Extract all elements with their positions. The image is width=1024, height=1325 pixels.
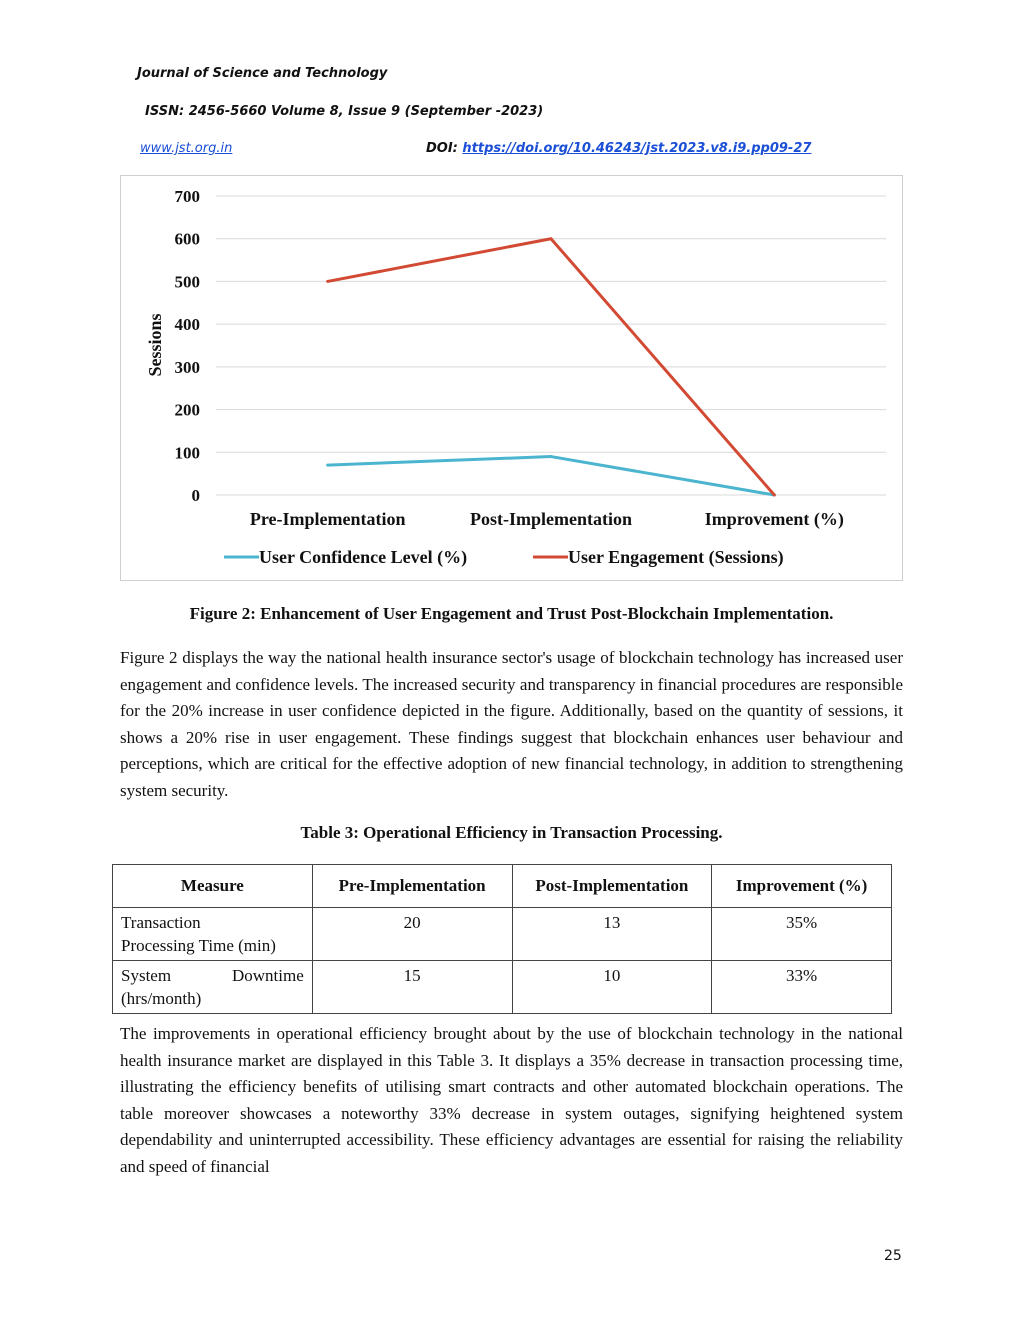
y-axis-label: Sessions [145, 313, 165, 377]
table-cell: 20 [312, 908, 512, 961]
measure-line: Transaction [121, 913, 201, 932]
table-header-cell: Pre-Implementation [312, 865, 512, 908]
data-point [326, 280, 329, 283]
data-point [773, 494, 776, 497]
y-tick-label: 300 [174, 357, 200, 377]
data-point [550, 455, 553, 458]
journal-url-link[interactable]: www.jst.org.in [140, 141, 233, 156]
series-line [328, 457, 775, 495]
table-cell-measure [113, 908, 313, 961]
x-tick-label: Improvement (%) [704, 509, 844, 529]
legend-label: User Confidence Level (%) [259, 547, 468, 567]
figure-2-chart [120, 175, 903, 581]
x-tick-label: Pre-Implementation [249, 509, 406, 529]
table-header-cell: Post-Implementation [512, 865, 712, 908]
measure-line [121, 964, 304, 987]
legend-label: User Engagement (Sessions) [568, 547, 784, 567]
y-tick-label: 200 [174, 400, 200, 420]
table-header-cell: Measure [113, 865, 313, 908]
page-number: 25 [884, 1248, 902, 1264]
y-tick-label: 600 [174, 229, 200, 249]
doi-label: DOI: [426, 141, 463, 156]
table-row [113, 908, 892, 961]
table-cell: 33% [712, 961, 892, 1014]
y-tick-label: 700 [174, 187, 200, 206]
measure-line: Processing Time (min) [121, 936, 276, 955]
measure-word: Downtime [232, 966, 304, 985]
x-tick-label: Post-Implementation [470, 509, 632, 529]
y-tick-label: 400 [174, 315, 200, 335]
y-tick-label: 500 [174, 272, 200, 292]
data-point [326, 464, 329, 467]
doi-line [426, 141, 811, 156]
measure-word: System [121, 966, 172, 985]
table-cell-measure [113, 961, 313, 1014]
table-header-cell: Improvement (%) [712, 865, 892, 908]
table-row [113, 961, 892, 1014]
y-tick-label: 0 [191, 486, 200, 505]
y-tick-label: 100 [174, 443, 200, 463]
table-cell: 10 [512, 961, 712, 1014]
journal-title: Journal of Science and Technology [137, 66, 388, 81]
table-header-row [113, 865, 892, 908]
issn-line: ISSN: 2456-5660 Volume 8, Issue 9 (September -2023) [145, 104, 544, 119]
data-point [550, 237, 553, 240]
body-paragraph-1: Figure 2 displays the way the national health insurance sector's usage of blockchain technology has increased user engagement and confidence levels. The increased security and transparency in financial procedures are responsible for the 20% increase in user confidence depicted in the figure. Additionally, based on the quantity of sessions, it shows a 20% rise in user engagement. These findings suggest that blockchain enhances user behaviour and perceptions, which are critical for the effective adoption of new financial technology, in addition to strengthening system security. [120, 648, 903, 800]
measure-line: (hrs/month) [121, 989, 202, 1008]
doi-link[interactable]: https://doi.org/10.46243/jst.2023.v8.i9.pp09-27 [462, 141, 812, 156]
table-cell: 13 [512, 908, 712, 961]
table-caption: Table 3: Operational Efficiency in Transaction Processing. [300, 823, 723, 842]
operational-efficiency-table [112, 864, 892, 1014]
figure-caption: Figure 2: Enhancement of User Engagement and Trust Post-Blockchain Implementation. [189, 604, 834, 623]
body-paragraph-2: The improvements in operational efficiency brought about by the use of blockchain technology in the national health insurance market are displayed in this Table 3. It displays a 35% decrease in transaction processing time, illustrating the efficiency benefits of utilising smart contracts and other automated blockchain operations. The table moreover showcases a noteworthy 33% decrease in system outages, signifying heightened system dependability and uninterrupted accessibility. These efficiency advantages are essential for raising the reliability and speed of financial [120, 1024, 903, 1176]
table-cell: 35% [712, 908, 892, 961]
table-cell: 15 [312, 961, 512, 1014]
line-chart-svg [121, 176, 904, 582]
